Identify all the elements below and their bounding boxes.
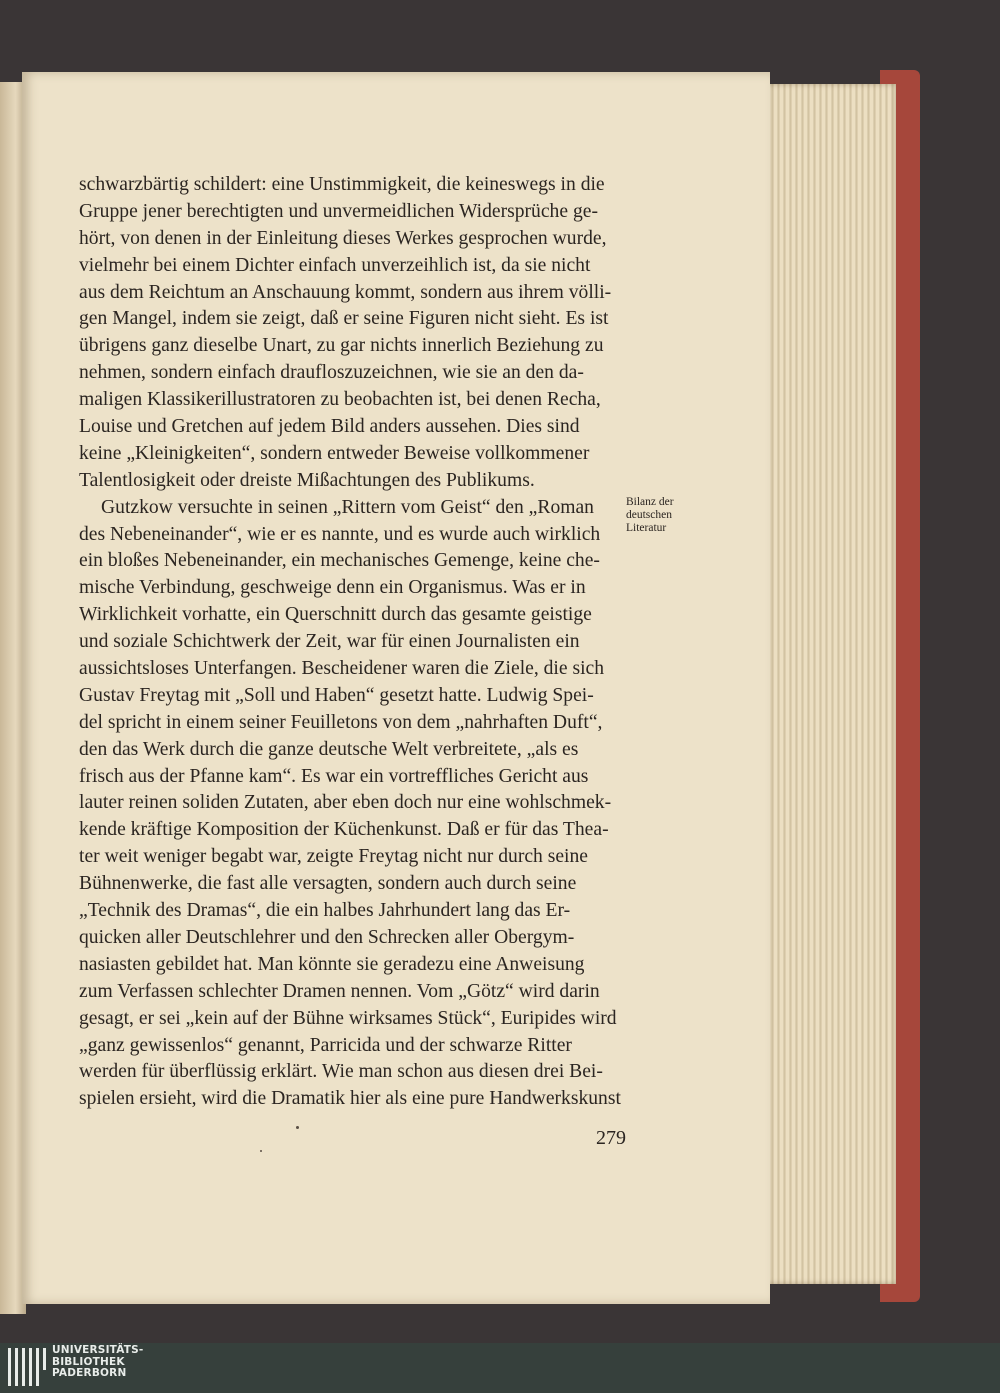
text-line: Gustav Freytag mit „Soll und Haben“ gesetzt hatte. Ludwig Spei-	[79, 684, 594, 706]
text-line: spielen ersieht, wird die Dramatik hier als eine pure Handwerkskunst	[79, 1088, 621, 1110]
print-speck	[296, 1126, 299, 1129]
page-edges	[768, 84, 896, 1284]
text-line: und soziale Schichtwerk der Zeit, war für einen Journalisten ein	[79, 631, 580, 653]
text-line: übrigens ganz dieselbe Unart, zu gar nichts innerlich Beziehung zu	[79, 335, 604, 357]
text-line: werden für überflüssig erklärt. Wie man schon aus diesen drei Bei-	[79, 1061, 603, 1083]
text-line: hört, von denen in der Einleitung dieses Werkes gesprochen wurde,	[79, 227, 607, 249]
text-line: Bühnenwerke, die fast alle versagten, sondern auch durch seine	[79, 873, 577, 895]
text-line: „ganz gewissenlos“ genannt, Parricida und der schwarze Ritter	[79, 1034, 572, 1056]
text-line: nehmen, sondern einfach draufloszuzeichnen, wie sie an den da-	[79, 362, 584, 384]
margin-note-line: Literatur	[626, 522, 667, 534]
library-logo-text	[52, 1345, 143, 1380]
library-logo-line: BIBLIOTHEK	[52, 1355, 125, 1368]
print-speck	[260, 1150, 262, 1152]
text-line: keine „Kleinigkeiten“, sondern entweder Beweise vollkommener	[79, 442, 590, 464]
text-line: aus dem Reichtum an Anschauung kommt, sondern aus ihrem völli-	[79, 281, 612, 303]
text-line: Gutzkow versuchte in seinen „Rittern vom Geist“ den „Roman	[101, 496, 594, 518]
text-line: schwarzbärtig schildert: eine Unstimmigkeit, die keineswegs in die	[79, 174, 605, 195]
library-logo-icon	[6, 1346, 48, 1390]
text-line: quicken aller Deutschlehrer und den Schrecken aller Obergym-	[79, 926, 575, 948]
text-line: Wirklichkeit vorhatte, ein Querschnitt durch das gesamte geistige	[79, 604, 592, 626]
text-line: aussichtsloses Unterfangen. Bescheidener waren die Ziele, die sich	[79, 658, 605, 680]
text-line: maligen Klassikerillustratoren zu beobachten ist, bei denen Recha,	[79, 389, 601, 411]
text-line: gesagt, er sei „kein auf der Bühne wirksames Stück“, Euripides wird	[79, 1007, 617, 1029]
library-footer-bar	[0, 1343, 1000, 1393]
text-line: del spricht in einem seiner Feuilletons von dem „nahrhaften Duft“,	[79, 711, 603, 733]
library-logo-line: PADERBORN	[52, 1367, 127, 1380]
text-line: des Nebeneinander“, wie er es nannte, und es wurde auch wirklich	[79, 523, 601, 545]
page-number: 279	[596, 1127, 626, 1149]
text-line: Talentlosigkeit oder dreiste Mißachtungen des Publikums.	[79, 469, 535, 491]
library-logo-line: UNIVERSITÄTS-	[52, 1344, 144, 1356]
text-line: „Technik des Dramas“, die ein halbes Jahrhundert lang das Er-	[79, 900, 571, 922]
margin-note	[626, 496, 674, 535]
text-line: den das Werk durch die ganze deutsche Welt verbreitete, „als es	[79, 738, 579, 760]
text-line: lauter reinen soliden Zutaten, aber eben doch nur eine wohlschmek-	[79, 792, 612, 814]
text-line: kende kräftige Komposition der Küchenkunst. Daß er für das Thea-	[79, 819, 609, 841]
text-line: zum Verfassen schlechter Dramen nennen. Vom „Götz“ wird darin	[79, 980, 600, 1002]
margin-note-line: deutschen	[626, 509, 672, 521]
text-line: nasiasten gebildet hat. Man könnte sie geradezu eine Anweisung	[79, 953, 585, 975]
text-line: Gruppe jener berechtigten und unvermeidlichen Widersprüche ge-	[79, 200, 598, 222]
margin-note-line: Bilanz der	[626, 496, 674, 508]
text-line: frisch aus der Pfanne kam“. Es war ein vortreffliches Gericht aus	[79, 765, 589, 787]
text-line: vielmehr bei einem Dichter einfach unverzeihlich ist, da sie nicht	[79, 254, 591, 276]
text-line: mische Verbindung, geschweige denn ein Organismus. Was er in	[79, 577, 586, 599]
text-line: gen Mangel, indem sie zeigt, daß er seine Figuren nicht sieht. Es ist	[79, 308, 609, 330]
page-body-text	[79, 172, 627, 1113]
text-line: ein bloßes Nebeneinander, ein mechanisches Gemenge, keine che-	[79, 550, 600, 572]
text-line: Louise und Gretchen auf jedem Bild anders aussehen. Dies sind	[79, 416, 580, 438]
text-line: ter weit weniger begabt war, zeigte Freytag nicht nur durch seine	[79, 846, 588, 868]
